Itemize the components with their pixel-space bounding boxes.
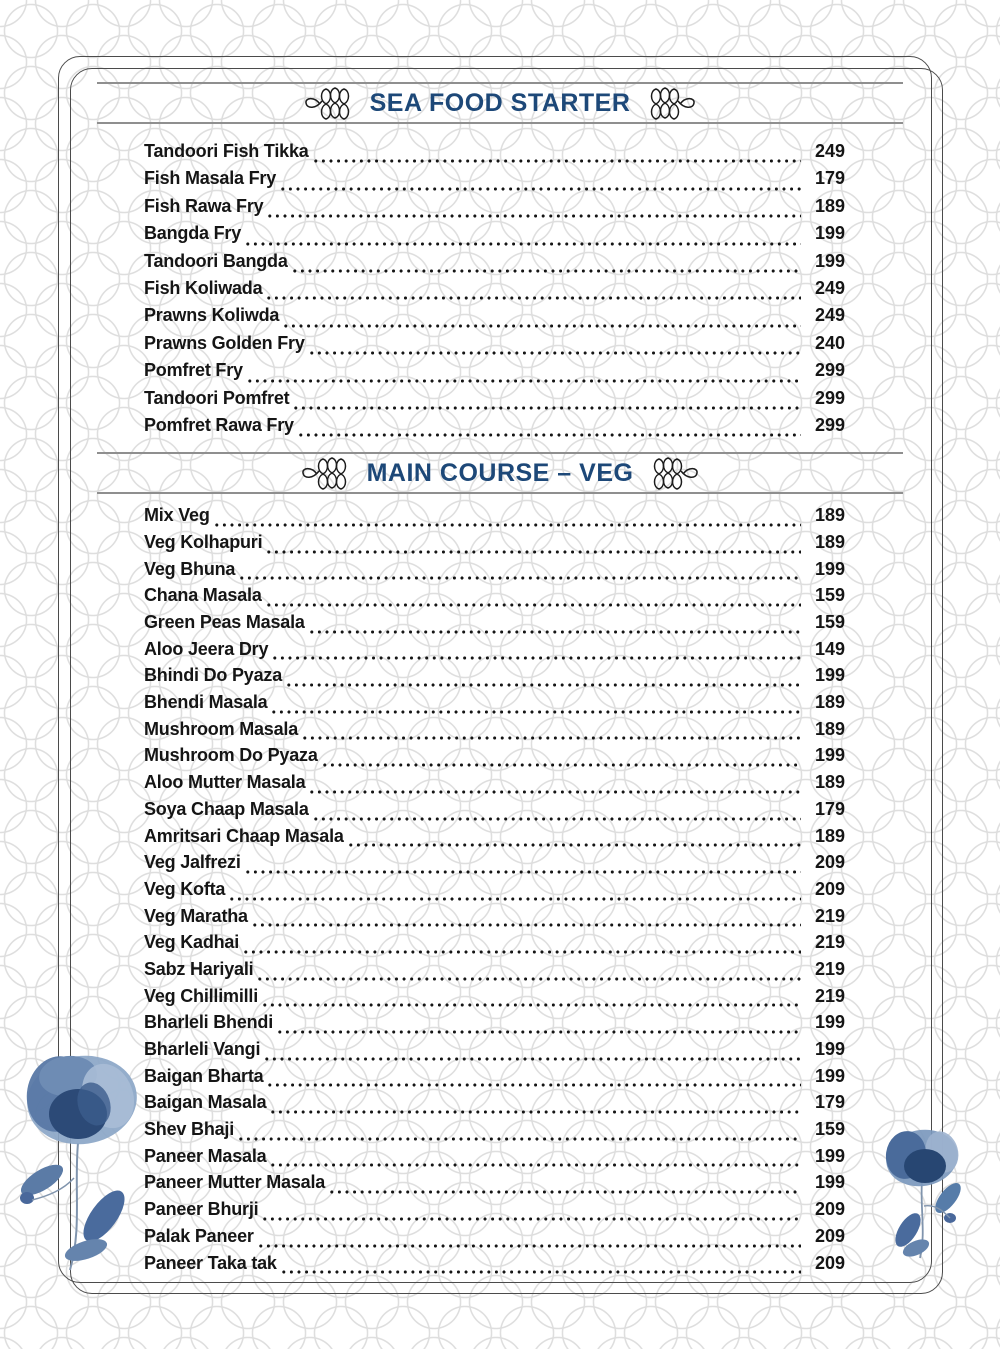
section-header — [97, 82, 903, 124]
dotted-leader — [279, 187, 801, 191]
dotted-leader — [261, 1217, 801, 1221]
item-price: 249 — [814, 305, 845, 326]
item-price: 299 — [814, 414, 845, 435]
menu-item-row — [144, 906, 845, 933]
menu-item-row — [144, 826, 845, 853]
item-name: Pomfret Fry — [144, 360, 243, 381]
menu-item-row — [144, 1012, 845, 1039]
dotted-leader — [269, 1163, 801, 1167]
menu-item-row — [144, 719, 845, 746]
item-price: 199 — [814, 1039, 845, 1060]
item-price: 189 — [814, 772, 845, 793]
item-price: 199 — [814, 745, 845, 766]
menu-item-row — [144, 665, 845, 692]
item-price: 199 — [814, 1065, 845, 1086]
menu-item-row — [144, 585, 845, 612]
item-price: 209 — [814, 1252, 845, 1273]
dotted-leader — [308, 630, 801, 634]
item-price: 189 — [814, 825, 845, 846]
menu-item-row — [144, 532, 845, 559]
item-name: Mushroom Do Pyaza — [144, 745, 318, 766]
item-name: Sabz Hariyali — [144, 958, 254, 979]
menu-item-row — [144, 1092, 845, 1119]
item-price: 199 — [814, 1172, 845, 1193]
item-price: 189 — [814, 692, 845, 713]
dotted-leader — [312, 159, 801, 163]
item-name: Fish Masala Fry — [144, 168, 277, 189]
menu-item-row — [144, 196, 845, 223]
menu-item-row — [144, 415, 845, 442]
dotted-leader — [276, 1030, 801, 1034]
item-name: Bharleli Bhendi — [144, 1012, 274, 1033]
item-name: Mix Veg — [144, 505, 210, 526]
item-price: 299 — [814, 387, 845, 408]
item-name: Veg Chillimilli — [144, 985, 259, 1006]
dotted-leader — [347, 843, 801, 847]
item-price: 189 — [814, 531, 845, 552]
menu-item-row — [144, 1119, 845, 1146]
item-name: Bharleli Vangi — [144, 1039, 261, 1060]
item-name: Paneer Masala — [144, 1145, 267, 1166]
item-name: Paneer Mutter Masala — [144, 1172, 326, 1193]
menu-item-row — [144, 360, 845, 387]
dotted-leader — [261, 1003, 801, 1007]
flourish-icon — [304, 85, 356, 121]
item-price: 199 — [814, 250, 845, 271]
menu-item-row — [144, 879, 845, 906]
menu-item-row — [144, 639, 845, 666]
dotted-leader — [292, 406, 801, 410]
item-price: 299 — [814, 360, 845, 381]
item-price: 199 — [814, 1012, 845, 1033]
menu-content — [97, 82, 903, 1283]
menu-item-row — [144, 559, 845, 586]
menu-item-row — [144, 1226, 845, 1253]
item-price: 179 — [814, 1092, 845, 1113]
item-price: 199 — [814, 665, 845, 686]
flourish-icon — [644, 85, 696, 121]
item-price: 179 — [814, 798, 845, 819]
section-items — [97, 494, 903, 1283]
item-name: Chana Masala — [144, 585, 262, 606]
item-name: Veg Kolhapuri — [144, 531, 263, 552]
item-price: 199 — [814, 223, 845, 244]
item-price: 189 — [814, 505, 845, 526]
menu-item-row — [144, 745, 845, 772]
item-price: 240 — [814, 332, 845, 353]
dotted-leader — [244, 870, 801, 874]
dotted-leader — [257, 1244, 801, 1248]
item-name: Pomfret Rawa Fry — [144, 414, 294, 435]
item-price: 219 — [814, 985, 845, 1006]
dotted-leader — [308, 790, 801, 794]
menu-item-row — [144, 692, 845, 719]
dotted-leader — [244, 242, 801, 246]
flourish-icon — [301, 455, 353, 491]
item-price: 219 — [814, 958, 845, 979]
section-title: SEA FOOD STARTER — [369, 88, 631, 117]
item-name: Veg Kofta — [144, 878, 226, 899]
item-name: Tandoori Pomfret — [144, 387, 290, 408]
dotted-leader — [270, 710, 801, 714]
dotted-leader — [266, 214, 801, 218]
section-title: MAIN COURSE – VEG — [366, 458, 634, 487]
dotted-leader — [321, 763, 801, 767]
item-name: Baigan Masala — [144, 1092, 267, 1113]
dotted-leader — [265, 603, 801, 607]
item-price: 159 — [814, 585, 845, 606]
item-price: 149 — [814, 638, 845, 659]
item-name: Mushroom Masala — [144, 718, 299, 739]
dotted-leader — [269, 1110, 801, 1114]
item-name: Aloo Mutter Masala — [144, 772, 306, 793]
item-price: 209 — [814, 852, 845, 873]
item-price: 189 — [814, 718, 845, 739]
item-name: Paneer Taka tak — [144, 1252, 277, 1273]
item-name: Veg Maratha — [144, 905, 248, 926]
menu-item-row — [144, 251, 845, 278]
menu-item-row — [144, 1039, 845, 1066]
menu-item-row — [144, 141, 845, 168]
dotted-leader — [312, 817, 801, 821]
item-price: 209 — [814, 1225, 845, 1246]
menu-item-row — [144, 852, 845, 879]
dotted-leader — [265, 296, 801, 300]
menu-item-row — [144, 278, 845, 305]
item-name: Soya Chaap Masala — [144, 798, 309, 819]
menu-item-row — [144, 799, 845, 826]
menu-item-row — [144, 388, 845, 415]
dotted-leader — [328, 1190, 801, 1194]
item-price: 249 — [814, 141, 845, 161]
menu-item-row — [144, 333, 845, 360]
menu-item-row — [144, 305, 845, 332]
dotted-leader — [301, 736, 801, 740]
menu-item-row — [144, 1199, 845, 1226]
dotted-leader — [266, 1083, 801, 1087]
item-price: 249 — [814, 277, 845, 298]
flourish-icon — [647, 455, 699, 491]
dotted-leader — [265, 550, 801, 554]
item-price: 209 — [814, 878, 845, 899]
menu-item-row — [144, 1146, 845, 1173]
menu-item-row — [144, 986, 845, 1013]
item-name: Green Peas Masala — [144, 612, 305, 633]
item-name: Veg Kadhai — [144, 932, 240, 953]
menu-item-row — [144, 1172, 845, 1199]
item-name: Tandoori Fish Tikka — [144, 141, 309, 161]
menu-item-row — [144, 932, 845, 959]
item-name: Bhendi Masala — [144, 692, 268, 713]
item-name: Prawns Golden Fry — [144, 332, 305, 353]
dotted-leader — [263, 1057, 801, 1061]
dotted-leader — [246, 379, 801, 383]
item-name: Paneer Bhurji — [144, 1199, 259, 1220]
menu-item-row — [144, 772, 845, 799]
item-price: 219 — [814, 932, 845, 953]
item-price: 189 — [814, 195, 845, 216]
item-name: Prawns Koliwda — [144, 305, 280, 326]
menu-item-row — [144, 505, 845, 532]
item-name: Bhindi Do Pyaza — [144, 665, 283, 686]
dotted-leader — [308, 351, 801, 355]
dotted-leader — [237, 1137, 801, 1141]
item-price: 199 — [814, 1145, 845, 1166]
dotted-leader — [256, 977, 801, 981]
item-price: 179 — [814, 168, 845, 189]
item-name: Shev Bhaji — [144, 1119, 235, 1140]
dotted-leader — [280, 1270, 801, 1274]
dotted-leader — [285, 683, 801, 687]
menu-item-row — [144, 223, 845, 250]
section-items — [97, 124, 903, 448]
item-name: Fish Rawa Fry — [144, 195, 264, 216]
dotted-leader — [282, 324, 801, 328]
dotted-leader — [238, 576, 801, 580]
item-name: Aloo Jeera Dry — [144, 638, 269, 659]
dotted-leader — [291, 269, 801, 273]
dotted-leader — [271, 656, 801, 660]
dotted-leader — [213, 523, 801, 527]
item-name: Veg Bhuna — [144, 558, 236, 579]
menu-item-row — [144, 959, 845, 986]
section-header — [97, 452, 903, 494]
item-name: Amritsari Chaap Masala — [144, 825, 344, 846]
menu-section — [97, 82, 903, 448]
item-price: 199 — [814, 558, 845, 579]
menu-item-row — [144, 1253, 845, 1280]
item-name: Bangda Fry — [144, 223, 242, 244]
menu-item-row — [144, 168, 845, 195]
dotted-leader — [297, 433, 801, 437]
dotted-leader — [251, 923, 801, 927]
item-name: Palak Paneer — [144, 1225, 254, 1246]
item-price: 219 — [814, 905, 845, 926]
item-name: Fish Koliwada — [144, 277, 263, 298]
item-price: 159 — [814, 612, 845, 633]
item-price: 159 — [814, 1119, 845, 1140]
item-name: Tandoori Bangda — [144, 250, 288, 271]
dotted-leader — [228, 897, 801, 901]
item-price: 209 — [814, 1199, 845, 1220]
menu-item-row — [144, 612, 845, 639]
item-name: Veg Jalfrezi — [144, 852, 241, 873]
dotted-leader — [242, 950, 801, 954]
menu-item-row — [144, 1066, 845, 1093]
menu-section — [97, 452, 903, 1283]
item-name: Baigan Bharta — [144, 1065, 264, 1086]
